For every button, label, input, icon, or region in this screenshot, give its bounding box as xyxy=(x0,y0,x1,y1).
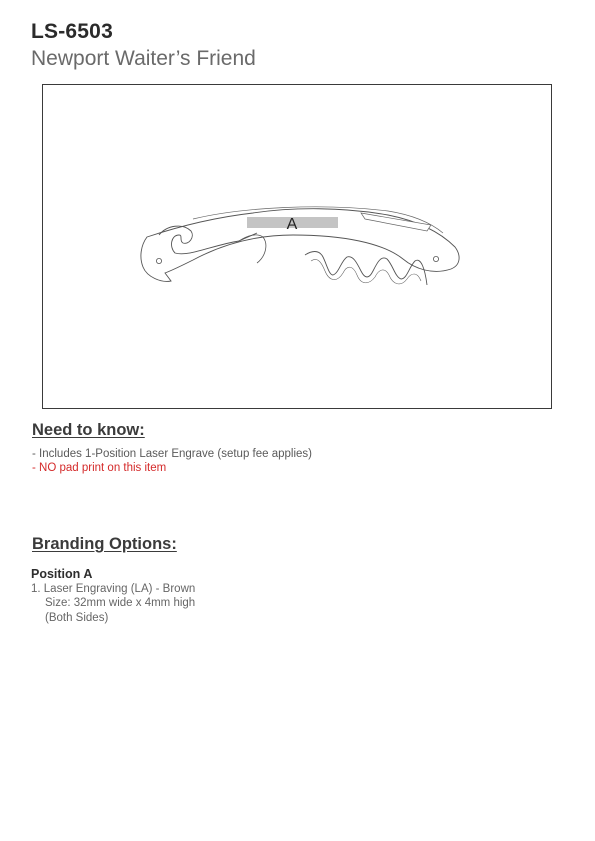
print-area-label: A xyxy=(286,216,298,233)
branding-option-line: 1. Laser Engraving (LA) - Brown xyxy=(31,583,196,595)
worm-spiral-inner xyxy=(311,259,421,283)
branding-options-heading: Branding Options: xyxy=(32,535,177,553)
product-code: LS-6503 xyxy=(31,20,113,43)
corkscrew-diagram xyxy=(43,85,551,408)
branding-sides-line: (Both Sides) xyxy=(45,612,109,624)
rivet-right xyxy=(433,256,438,261)
product-name: Newport Waiter’s Friend xyxy=(31,47,256,70)
rivet-left xyxy=(156,258,161,263)
position-title: Position A xyxy=(31,567,93,581)
note-item-warning: - NO pad print on this item xyxy=(32,462,167,474)
note-item: - Includes 1-Position Laser Engrave (setup fee applies) xyxy=(32,448,312,460)
branding-size-line: Size: 32mm wide x 4mm high xyxy=(45,597,196,609)
product-diagram-frame xyxy=(42,84,552,409)
need-to-know-heading: Need to know: xyxy=(32,421,145,439)
